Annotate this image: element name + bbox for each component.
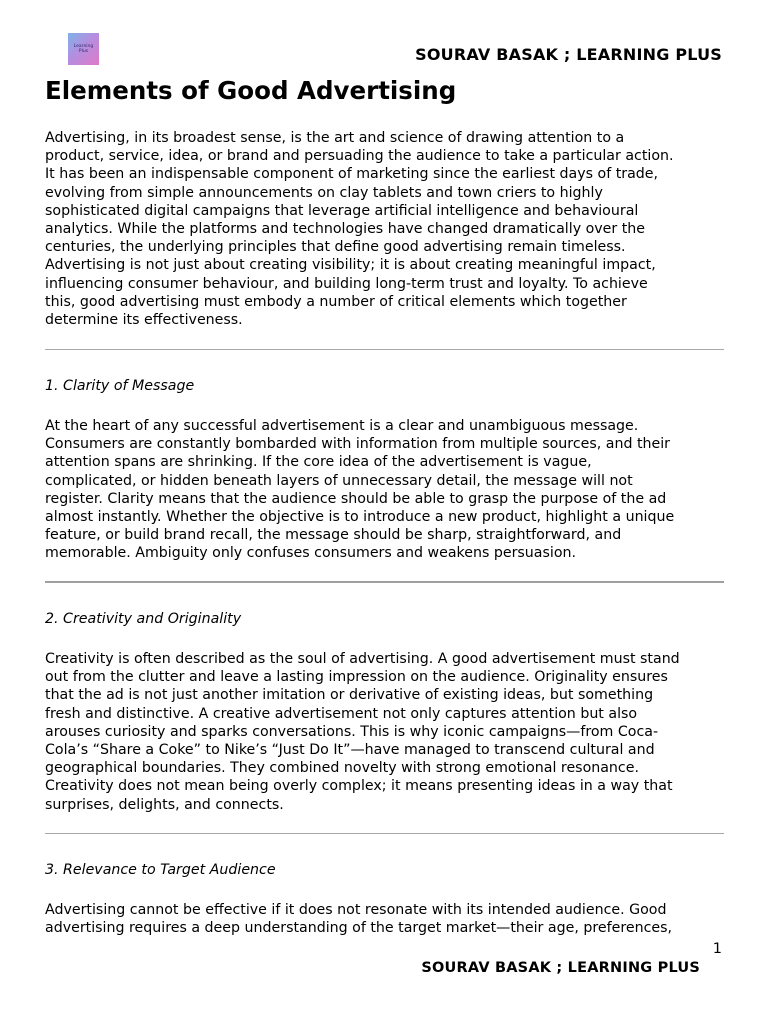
logo-text-line-2: Plus (78, 49, 89, 54)
text-line: influencing consumer behaviour, and building long-term trust and loyalty. To achieve (45, 275, 648, 292)
text-line: memorable. Ambiguity only confuses consumers and weakens persuasion. (45, 545, 577, 562)
text-line: fresh and distinctive. A creative advertisement not only captures attention but also (45, 705, 638, 722)
text-line: Advertising is not just about creating visibility; it is about creating meaningful impact, (45, 257, 656, 274)
text-line: centuries, the underlying principles that define good advertising remain timeless. (45, 239, 626, 256)
section-divider (45, 349, 724, 350)
text-line: product, service, idea, or brand and persuading the audience to take a particular action. (45, 148, 674, 165)
header-author: SOURAV BASAK ; LEARNING PLUS (415, 45, 722, 64)
text-line: advertising requires a deep understanding of the target market—their age, preferences, (45, 920, 672, 937)
text-line: It has been an indispensable component of marketing since the earliest days of trade, (45, 166, 659, 183)
text-line: surprises, delights, and connects. (45, 796, 284, 813)
section-heading-clarity: 1. Clarity of Message (45, 378, 195, 394)
text-line: Advertising, in its broadest sense, is the art and science of drawing attention to a (45, 130, 625, 146)
text-line: arouses curiosity and sparks conversations. This is why iconic campaigns—from Coca- (45, 723, 659, 740)
text-line: Creativity is often described as the soul of advertising. A good advertisement must stand (45, 651, 680, 667)
page-title: Elements of Good Advertising (45, 76, 457, 105)
intro-paragraph (45, 129, 725, 329)
text-line: At the heart of any successful advertisement is a clear and unambiguous message. (45, 418, 639, 434)
page-number: 1 (712, 941, 722, 957)
text-line: almost instantly. Whether the objective is to introduce a new product, highlight a unique (45, 509, 675, 526)
text-line: Creativity does not mean being overly complex; it means presenting ideas in a way that (45, 778, 673, 795)
section-paragraph-clarity (45, 417, 725, 563)
section-divider (45, 833, 724, 834)
text-line: sophisticated digital campaigns that leverage artificial intelligence and behavioural (45, 202, 639, 219)
section-paragraph-relevance (45, 901, 725, 937)
text-line: Cola’s “Share a Coke” to Nike’s “Just Do It”—have managed to transcend cultural and (45, 742, 655, 759)
text-line: that the ad is not just another imitation or derivative of existing ideas, but something (45, 687, 654, 704)
logo-text-line-1: Learning (73, 44, 94, 49)
text-line: geographical boundaries. They combined novelty with strong emotional resonance. (45, 760, 639, 777)
section-heading-relevance: 3. Relevance to Target Audience (45, 862, 276, 878)
text-line: analytics. While the platforms and technologies have changed dramatically over the (45, 221, 646, 238)
text-line: evolving from simple announcements on clay tablets and town criers to highly (45, 184, 603, 201)
text-line: this, good advertising must embody a number of critical elements which together (45, 293, 627, 310)
section-heading-creativity: 2. Creativity and Originality (45, 611, 242, 627)
text-line: feature, or build brand recall, the message should be sharp, straightforward, and (45, 527, 622, 544)
text-line: determine its effectiveness. (45, 312, 243, 329)
learning-plus-logo (68, 33, 99, 65)
text-line: Consumers are constantly bombarded with information from multiple sources, and their (45, 436, 671, 453)
text-line: register. Clarity means that the audience should be able to grasp the purpose of the ad (45, 490, 667, 507)
text-line: attention spans are shrinking. If the core idea of the advertisement is vague, (45, 454, 592, 471)
section-paragraph-creativity (45, 650, 725, 814)
footer-author: SOURAV BASAK ; LEARNING PLUS (421, 960, 700, 976)
section-divider (45, 581, 724, 583)
text-line: Advertising cannot be effective if it does not resonate with its intended audience. Good (45, 902, 667, 918)
text-line: complicated, or hidden beneath layers of unnecessary detail, the message will not (45, 472, 633, 489)
text-line: out from the clutter and leave a lasting impression on the audience. Originality ensures (45, 669, 668, 686)
